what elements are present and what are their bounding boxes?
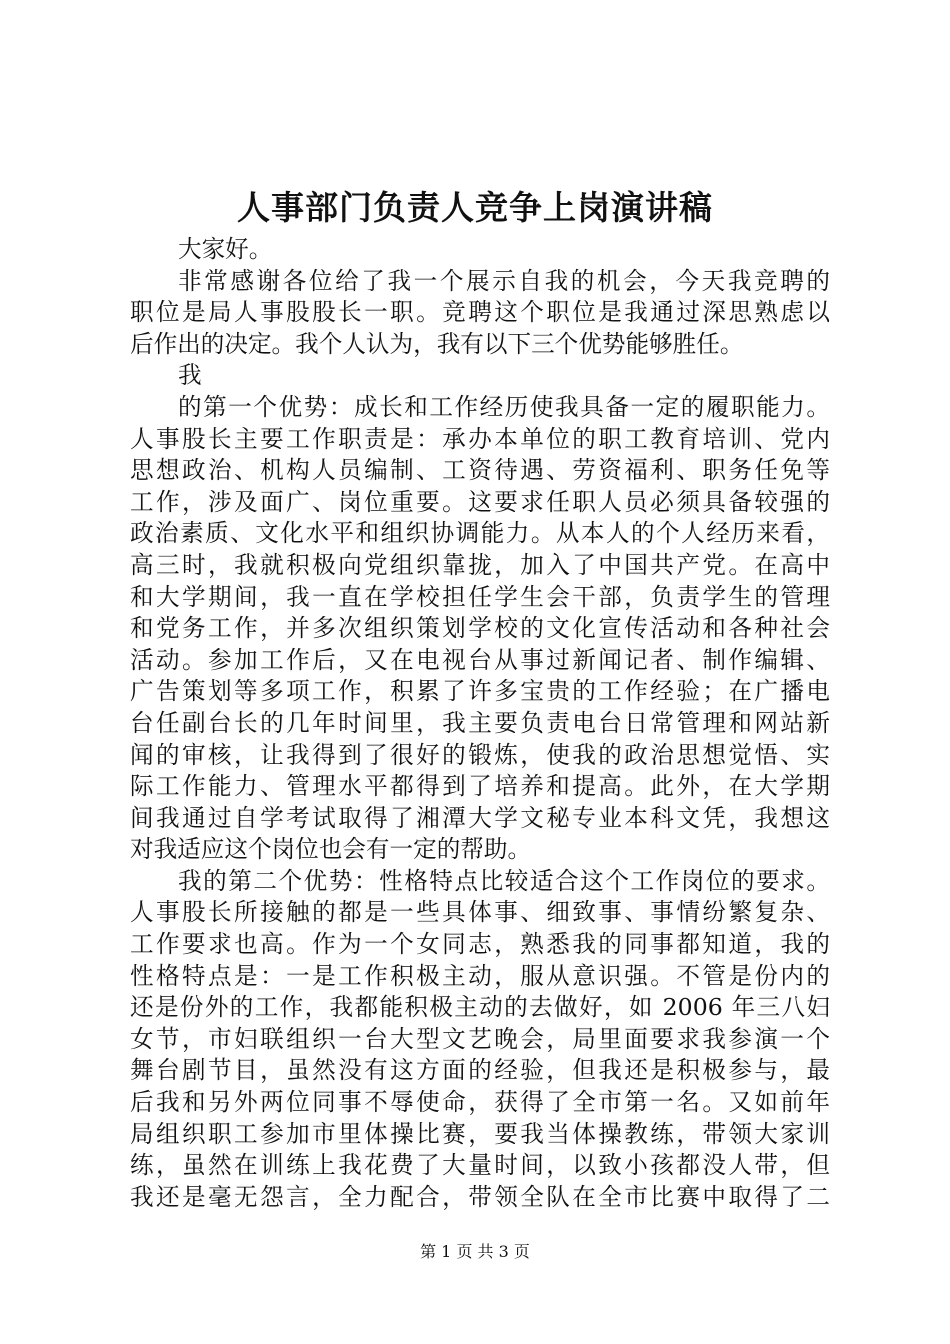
body-line: 和大学期间，我一直在学校担任学生会干部，负责学生的管理 [130,582,830,611]
body-line: 工作要求也高。作为一个女同志，熟悉我的同事都知道，我的 [130,930,830,959]
body-line: 女节，市妇联组织一台大型文艺晚会，局里面要求我参演一个 [130,1024,830,1053]
body-line: 人事股长主要工作职责是：承办本单位的职工教育培训、党内 [130,424,830,453]
body-line: 我的第二个优势：性格特点比较适合这个工作岗位的要求。 [178,866,830,895]
body-line: 广告策划等多项工作，积累了许多宝贵的工作经验；在广播电 [130,677,830,706]
body-line: 闻的审核，让我得到了很好的锻炼，使我的政治思想觉悟、实 [130,740,830,769]
body-line: 活动。参加工作后，又在电视台从事过新闻记者、制作编辑、 [130,645,830,674]
body-line: 的第一个优势：成长和工作经历使我具备一定的履职能力。 [178,392,830,421]
body-line: 非常感谢各位给了我一个展示自我的机会，今天我竞聘的 [178,266,830,295]
page-footer: 第 1 页 共 3 页 [420,1242,530,1261]
body-line: 高三时，我就积极向党组织靠拢，加入了中国共产党。在高中 [130,550,830,579]
body-line: 职位是局人事股股长一职。竞聘这个职位是我通过深思熟虑以 [130,298,830,327]
body-line: 后作出的决定。我个人认为，我有以下三个优势能够胜任。 [130,329,744,358]
body-line: 对我适应这个岗位也会有一定的帮助。 [130,835,532,864]
document-title: 人事部门负责人竞争上岗演讲稿 [237,188,713,227]
body-line: 思想政治、机构人员编制、工资待遇、劳资福利、职务任免等 [130,456,830,485]
body-line: 局组织职工参加市里体操比赛，要我当体操教练，带领大家训 [130,1119,830,1148]
body-line: 练，虽然在训练上我花费了大量时间，以致小孩都没人带，但 [130,1151,830,1180]
body-line: 大家好。 [178,235,273,263]
body-line: 台任副台长的几年时间里，我主要负责电台日常管理和网站新 [130,708,830,737]
body-line: 政治素质、文化水平和组织协调能力。从本人的个人经历来看， [130,519,830,548]
body-line: 后我和另外两位同事不辱使命，获得了全市第一名。又如前年 [130,1088,830,1117]
body-line: 性格特点是：一是工作积极主动，服从意识强。不管是份内的 [130,961,830,990]
body-line: 际工作能力、管理水平都得到了培养和提高。此外，在大学期 [130,772,830,801]
body-line: 我 [178,361,202,390]
body-line: 人事股长所接触的都是一些具体事、细致事、事情纷繁复杂、 [130,898,830,927]
body-line: 工作，涉及面广、岗位重要。这要求任职人员必须具备较强的 [130,487,830,516]
body-line: 我还是毫无怨言，全力配合，带领全队在全市比赛中取得了二 [130,1182,830,1211]
body-line: 还是份外的工作，我都能积极主动的去做好，如 2006 年三八妇 [130,993,830,1022]
body-line: 和党务工作，并多次组织策划学校的文化宣传活动和各种社会 [130,614,830,643]
body-line: 舞台剧节目，虽然没有这方面的经验，但我还是积极参与，最 [130,1056,830,1085]
body-line: 间我通过自学考试取得了湘潭大学文秘专业本科文凭，我想这 [130,803,830,832]
document-body [130,234,830,1213]
